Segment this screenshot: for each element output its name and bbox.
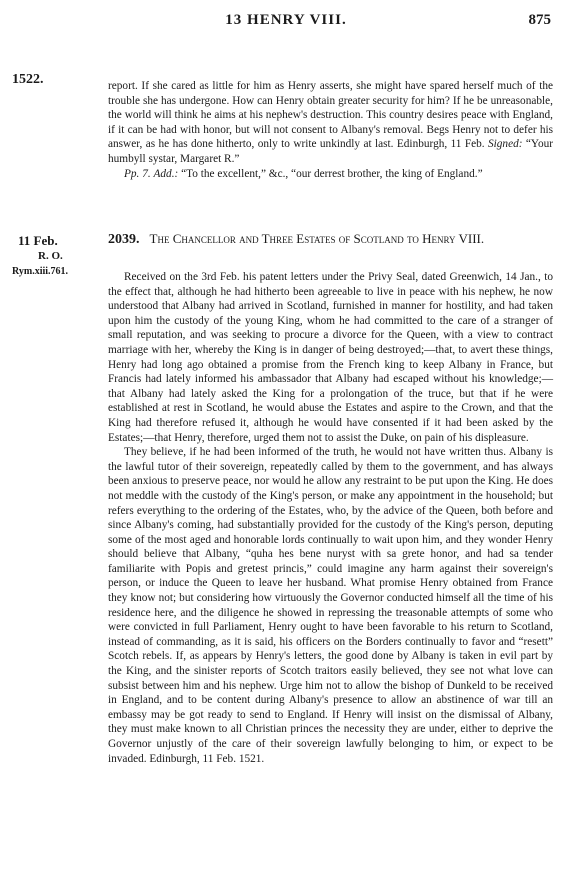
address-text: “To the excellent,” &c., “our derrest brother, the king of England.” bbox=[181, 167, 483, 180]
entry-title: The Chancellor and Three Estates of Scotland to Henry VIII. bbox=[149, 231, 485, 246]
page-number: 875 bbox=[528, 12, 551, 28]
continuation-text bbox=[108, 79, 553, 181]
pp-label: Pp. 7. bbox=[124, 167, 151, 180]
entry-number: 2039. bbox=[108, 232, 140, 247]
entry-margin-source: R. O. bbox=[38, 250, 63, 262]
signed-text: “Your humbyll systar, Margaret R.” bbox=[108, 138, 554, 165]
entry-body bbox=[108, 270, 553, 766]
running-header-title: 13 HENRY VIII. bbox=[225, 12, 347, 28]
entry-margin-reference: Rym.xiii.761. bbox=[12, 266, 69, 277]
signed-label: Signed: bbox=[488, 138, 523, 151]
margin-year: 1522. bbox=[12, 72, 44, 87]
continuation-paragraph: report. If she cared as little for him as Henry asserts, she might have spared herself much of the trouble she has undergone. How can Henry obtain greater security for him? If he be unreasonable, the world will think he aims at his nephew's destruction. This country desires peace with England, if it can be had with honor, but will not consent to Albany's removal. Begs Henry not to defer his answer, as he has done hitherto, only to write unkindly at last. Edinburgh, 11 Feb. bbox=[108, 80, 553, 151]
entry-margin-date: 11 Feb. bbox=[18, 233, 58, 248]
add-label: Add.: bbox=[153, 167, 179, 180]
entry-heading bbox=[108, 232, 553, 248]
entry-paragraph-1: Received on the 3rd Feb. his patent letters under the Privy Seal, dated Greenwich, 14 Jan., to the effect that, although he had hitherto been agreeable to live in peace with his nephew, he now understood that Albany had arrived in Scotland, furnished in manner for hostility, and had taken upon him the custody of the young King, whom he had committed to the care of a stranger of small reputation, and was seeking to procure a divorce for the Queen, with a view to contract marriage with her, whereby the King is in danger of being destroyed;—that, to avert these things, Henry had long ago obtained a promise from the French king to keep Albany in France, but Francis had lately informed his ambassador that Albany had escaped without his knowledge;—that Albany had lately asked the King for a prolongation of the truce, but that if he were established at rest in Scotland, he would abuse the Estates and aspire to the Crown, and that the King had therefore refused it, although he would have consented if it had been asked by the Estates;—that Henry, therefore, urged them not to assist the Duke, on pain of his displeasure. bbox=[108, 271, 553, 444]
entry-paragraph-2: They believe, if he had been informed of the truth, he would not have written thus. Albany is the lawful tutor of their sovereign, repeatedly called by them to the government, and has always been anxious to preserve peace, nor would he allow any restraint to be put upon the King. He does not meddle with the custody of the King's person, or make any appointment in the household; but refers everything to the ordering of the Estates, who, by the advice of the Queen, both before and since Albany's coming, had substantially provided for the custody of the King's person, deputing some of the most aged and honorable lords continually to wait upon him, and they wonder Henry should believe that Albany, “quha hes bene nuryst with sa grete honor, and had sa tender familiarite with Popis and gretest princis,” could imagine any harm against their sovereign's person, or induce the Queen to leave her husband. What promise Henry obtained from France they know not; but considering how virtuously the Governor conducted himself all the time of his residence here, and the diligence he showed in repressing the treasonable attempts of some who were convicted in full Parliament, Henry ought to have been favorable to his return to Scotland, instead of commanding, as it is said, his officers on the Borders continually to favor and “resett” Scotch rebels. If, as appears by Henry's letters, the good done by Albany is taken in evil part by the King, and the sinister reports of Scotch traitors easily believed, they see not what love can subsist between him and his nephew. Urge him not to allow the bishop of Dunkeld to be received in England, and to be content during Albany's presence to allow an abstinence of war till an embassy may be got ready to send to England. If Henry will insist on the dismissal of Albany, they must make known to all Christian princes the necessity they are under, either to deprive the Governor unjustly of the care of their sovereign lawfully belonging to him, or expect to be invaded. Edinburgh, 11 Feb. 1521. bbox=[108, 446, 553, 765]
